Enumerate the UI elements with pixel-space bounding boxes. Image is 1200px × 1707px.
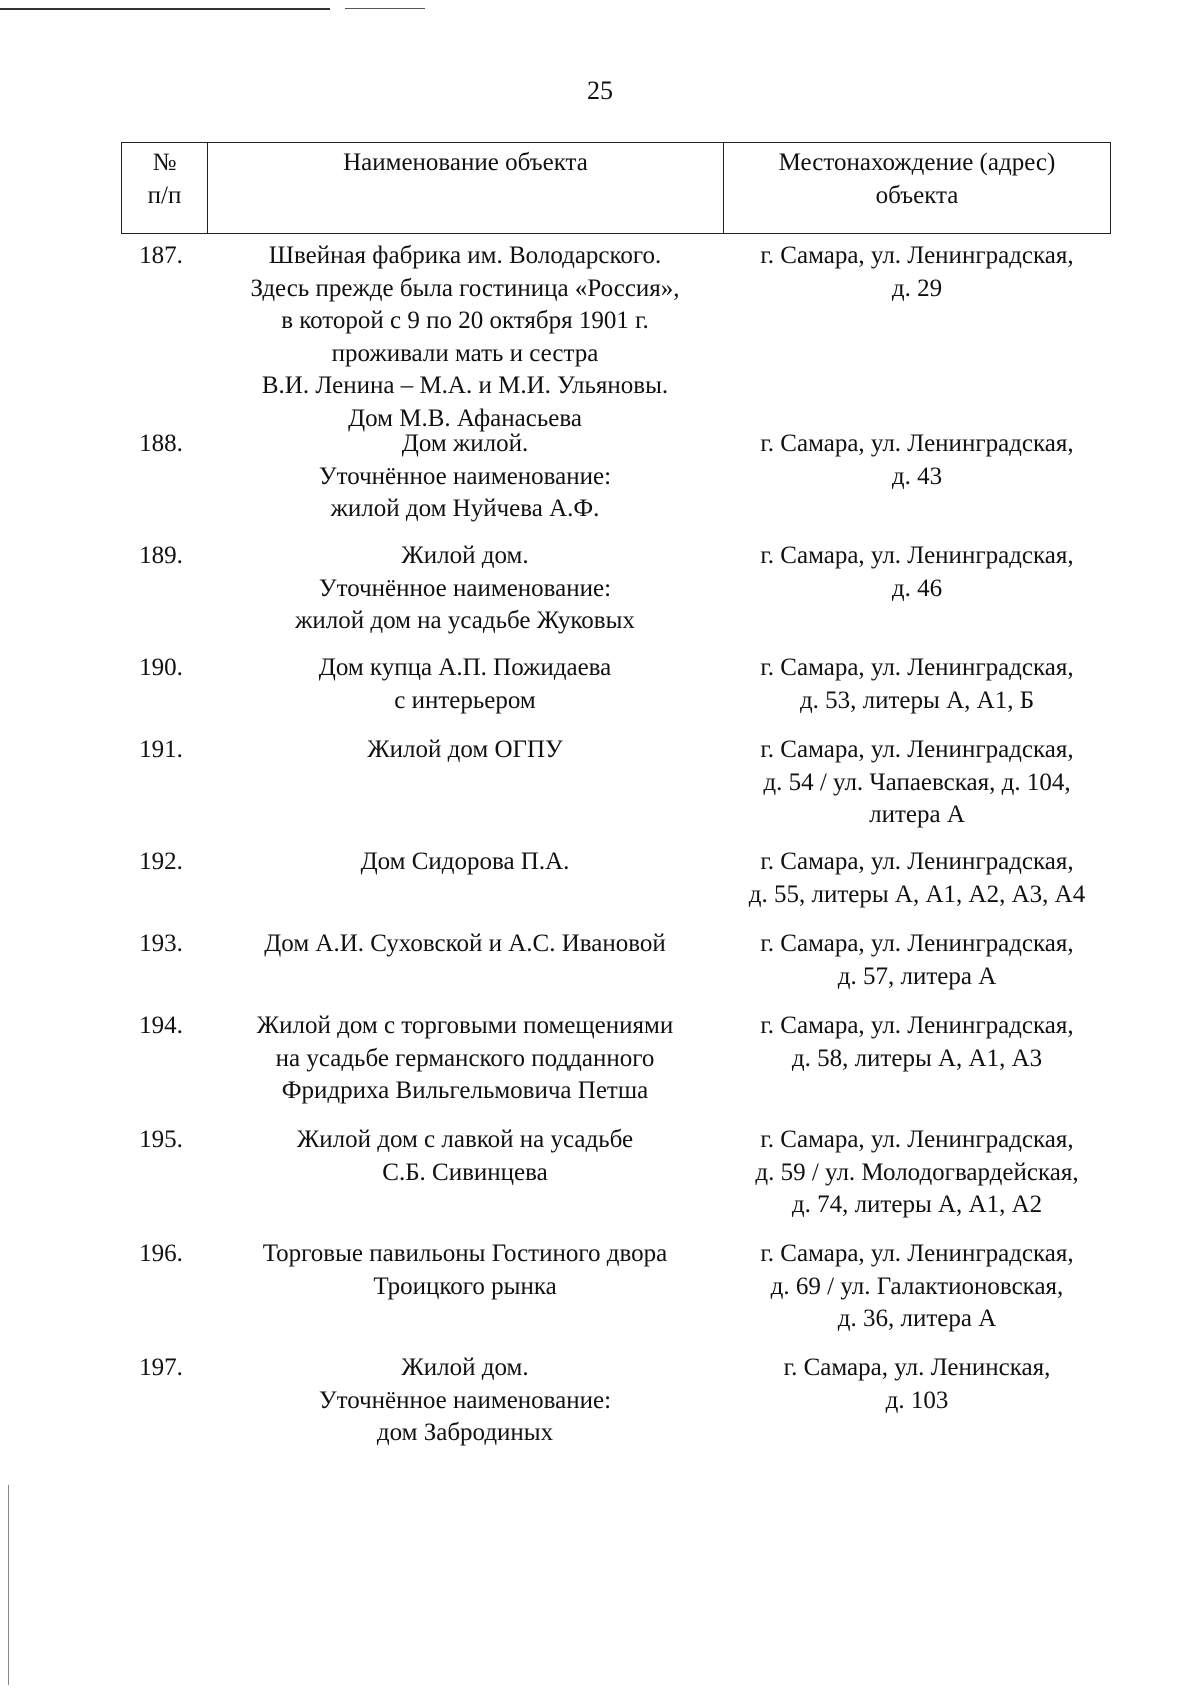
object-name	[207, 540, 723, 638]
object-name-line: проживали мать и сестра	[331, 339, 599, 367]
object-name	[207, 734, 723, 832]
row-number: 193.	[139, 930, 183, 957]
object-name-line: Жилой дом.	[401, 542, 529, 569]
object-address	[723, 1238, 1111, 1336]
object-name-line: на усадьбе германского подданного	[275, 1044, 655, 1072]
object-name-line: Жилой дом с торговыми помещениями	[256, 1012, 674, 1039]
object-address	[723, 652, 1111, 717]
object-address-line: д. 53, литеры А, А1, Б	[799, 686, 1035, 714]
row-number: 190.	[139, 654, 183, 681]
object-name	[207, 1238, 723, 1336]
object-name-line: Уточнённое наименование:	[318, 462, 612, 490]
table-row	[121, 652, 1111, 717]
header-address-line: Местонахождение (адрес)	[778, 149, 1056, 176]
object-address	[723, 846, 1111, 911]
object-address-line: г. Самара, ул. Ленинградская,	[760, 930, 1074, 957]
scan-edge-mark	[8, 1485, 9, 1685]
row-number: 191.	[139, 736, 183, 763]
row-number: 187.	[139, 242, 183, 269]
object-name-line: в которой с 9 по 20 октября 1901 г.	[281, 307, 649, 335]
object-name-line: Троицкого рынка	[373, 1272, 557, 1300]
table-row	[121, 734, 1111, 832]
object-name	[207, 928, 723, 993]
page-number: 25	[587, 76, 613, 105]
object-address-line: д. 29	[891, 274, 943, 302]
table-row	[121, 846, 1111, 911]
object-name-line: жилой дом Нуйчева А.Ф.	[330, 495, 600, 523]
row-number: 188.	[139, 430, 183, 457]
object-name-line: Торговые павильоны Гостиного двора	[262, 1240, 668, 1267]
object-name	[207, 1124, 723, 1222]
object-address-line: д. 58, литеры А, А1, А3	[791, 1044, 1043, 1072]
object-address-line: г. Самара, ул. Ленинградская,	[760, 1126, 1074, 1153]
row-number: 192.	[139, 848, 183, 875]
table-row	[121, 1124, 1111, 1222]
object-address-line: г. Самара, ул. Ленинградская,	[760, 736, 1074, 763]
object-name-line: жилой дом на усадьбе Жуковых	[295, 607, 635, 635]
object-name-line: Жилой дом.	[401, 1354, 529, 1381]
object-name-line: В.И. Ленина – М.А. и М.И. Ульяновы.	[261, 372, 669, 400]
row-number: 196.	[139, 1240, 183, 1267]
object-address	[723, 1010, 1111, 1108]
object-address-line: г. Самара, ул. Ленинградская,	[760, 430, 1074, 457]
row-number: 195.	[139, 1126, 183, 1153]
object-name-line: Уточнённое наименование:	[318, 574, 612, 602]
table-row	[121, 1238, 1111, 1336]
table-row	[121, 540, 1111, 638]
object-address-line: д. 59 / ул. Молодогвардейская,	[755, 1158, 1079, 1186]
object-address-line: д. 36, литера А	[837, 1305, 997, 1333]
object-address	[723, 734, 1111, 832]
header-address	[724, 143, 1110, 233]
object-address	[723, 428, 1111, 526]
object-address-line: г. Самара, ул. Ленинградская,	[760, 654, 1074, 681]
object-name-line: Дом купца А.П. Пожидаева	[318, 654, 612, 681]
header-address-line: объекта	[875, 182, 959, 209]
object-address-line: г. Самара, ул. Ленинградская,	[760, 242, 1074, 269]
object-name	[207, 428, 723, 526]
table-row	[121, 240, 1111, 436]
object-name-line: Дом Сидорова П.А.	[360, 848, 570, 875]
object-address-line: г. Самара, ул. Ленинградская,	[760, 542, 1074, 569]
object-name-line: Жилой дом ОГПУ	[367, 736, 563, 763]
object-address-line: д. 55, литеры А, А1, А2, А3, А4	[748, 880, 1086, 908]
object-name-line: Швейная фабрика им. Володарского.	[268, 242, 662, 269]
object-name-line: Дом А.И. Суховской и А.С. Ивановой	[264, 930, 666, 957]
row-number: 189.	[139, 542, 183, 569]
header-name	[208, 143, 724, 233]
object-address	[723, 1124, 1111, 1222]
object-name	[207, 1352, 723, 1450]
table-row	[121, 1010, 1111, 1108]
object-name-line: С.Б. Сивинцева	[382, 1158, 548, 1186]
object-name	[207, 240, 723, 436]
object-name-line: Жилой дом с лавкой на усадьбе	[296, 1126, 634, 1153]
object-address	[723, 540, 1111, 638]
object-name-line: Дом жилой.	[401, 430, 529, 457]
object-address-line: г. Самара, ул. Ленинградская,	[760, 1240, 1074, 1267]
table-row	[121, 928, 1111, 993]
object-address-line: д. 74, литеры А, А1, А2	[791, 1191, 1043, 1219]
object-address-line: д. 54 / ул. Чапаевская, д. 104,	[763, 768, 1071, 796]
object-name-line: Дом М.В. Афанасьева	[348, 404, 582, 432]
object-name-line: дом Забродиных	[376, 1419, 554, 1447]
object-address	[723, 1352, 1111, 1450]
row-number: 194.	[139, 1012, 183, 1039]
object-address-line: г. Самара, ул. Ленинградская,	[760, 1012, 1074, 1039]
object-address	[723, 240, 1111, 436]
object-name	[207, 1010, 723, 1108]
top-edge-rule-short	[345, 8, 425, 9]
object-name-line: с интерьером	[394, 686, 536, 714]
table-row	[121, 428, 1111, 526]
header-num-line: п/п	[147, 182, 182, 209]
object-name-line: Здесь прежде была гостиница «Россия»,	[250, 274, 680, 302]
object-name	[207, 846, 723, 911]
object-address-line: г. Самара, ул. Ленинградская,	[760, 848, 1074, 875]
object-address-line: д. 69 / ул. Галактионовская,	[770, 1272, 1064, 1300]
header-num-line: №	[152, 149, 177, 176]
object-address-line: д. 46	[891, 574, 943, 602]
object-address-line: г. Самара, ул. Ленинская,	[783, 1354, 1051, 1381]
row-number: 197.	[139, 1354, 183, 1381]
object-name-line: Фридриха Вильгельмовича Петша	[281, 1077, 649, 1105]
object-name-line: Уточнённое наименование:	[318, 1386, 612, 1414]
header-name-line: Наименование объекта	[343, 149, 588, 176]
header-num	[122, 143, 208, 233]
object-address-line: литера А	[869, 801, 965, 829]
top-edge-rule	[0, 8, 330, 10]
object-address-line: д. 57, литера А	[837, 962, 997, 990]
object-address-line: д. 103	[885, 1386, 949, 1414]
table-row	[121, 1352, 1111, 1450]
object-address	[723, 928, 1111, 993]
table-header	[121, 142, 1111, 234]
object-address-line: д. 43	[891, 462, 943, 490]
object-name	[207, 652, 723, 717]
